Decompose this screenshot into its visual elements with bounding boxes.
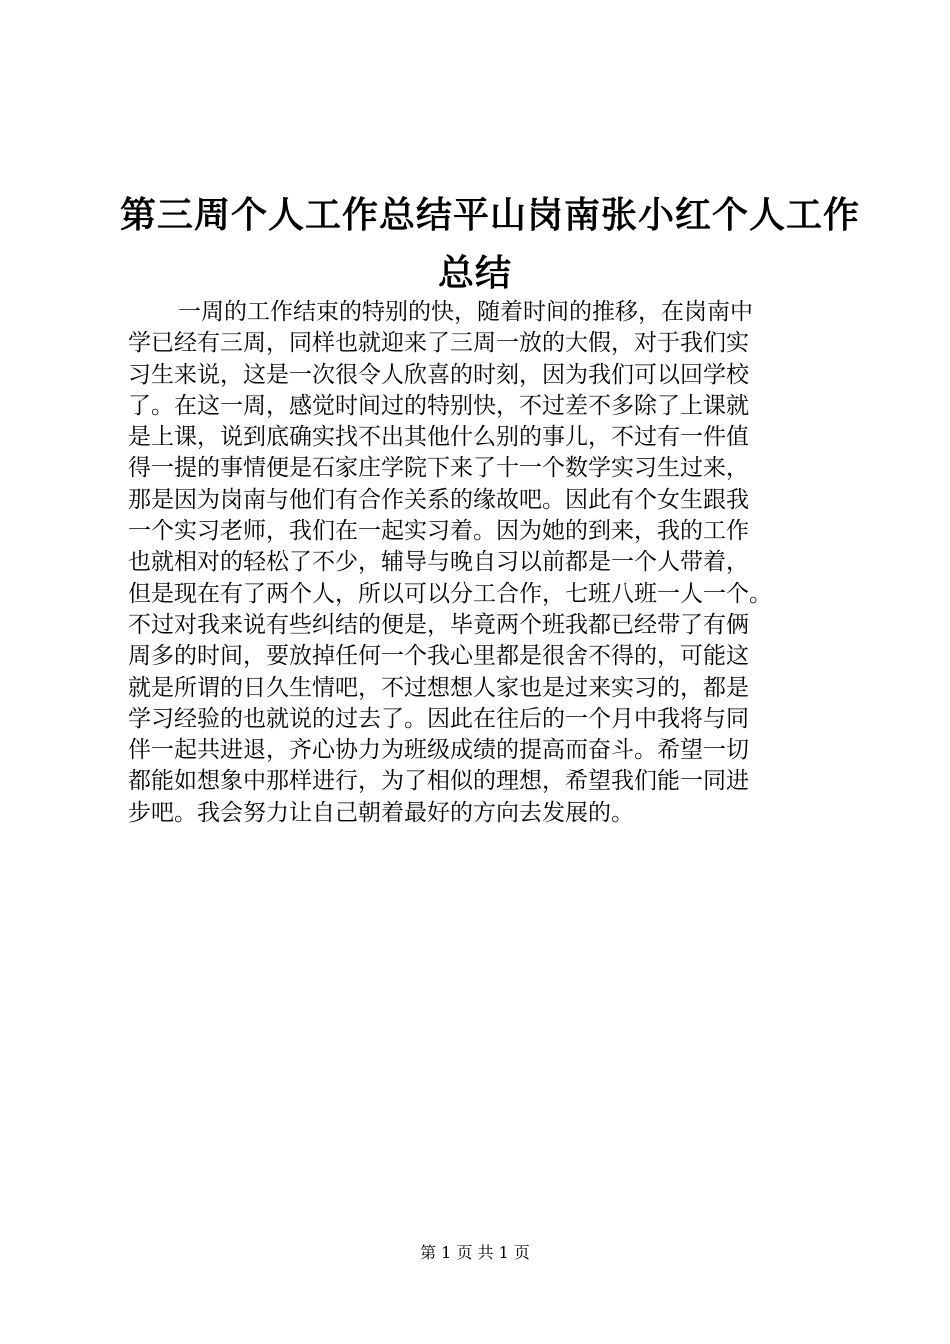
body-line: 伴一起共进退，齐心协力为班级成绩的提高而奋斗。希望一切 xyxy=(128,737,749,764)
page-footer: 第 1 页 共 1 页 xyxy=(420,1243,530,1262)
body-line: 学已经有三周，同样也就迎来了三周一放的大假，对于我们实 xyxy=(128,330,749,357)
body-line: 也就相对的轻松了不少，辅导与晚自习以前都是一个人带着， xyxy=(128,549,749,576)
body-line: 不过对我来说有些纠结的便是，毕竟两个班我都已经带了有俩 xyxy=(128,611,749,638)
body-line: 步吧。我会努力让自己朝着最好的方向去发展的。 xyxy=(128,799,634,826)
body-line: 习生来说，这是一次很令人欣喜的时刻，因为我们可以回学校 xyxy=(128,361,749,388)
body-line: 了。在这一周，感觉时间过的特别快，不过差不多除了上课就 xyxy=(128,392,749,419)
body-line: 学习经验的也就说的过去了。因此在往后的一个月中我将与同 xyxy=(128,705,749,732)
title-line-2: 总结 xyxy=(437,252,512,294)
body-line: 但是现在有了两个人，所以可以分工合作，七班八班一人一个。 xyxy=(128,580,772,607)
body-line: 得一提的事情便是石家庄学院下来了十一个数学实习生过来， xyxy=(128,455,749,482)
body-line: 周多的时间，要放掉任何一个我心里都是很舍不得的，可能这 xyxy=(128,643,749,670)
document-title xyxy=(120,186,861,302)
body-paragraph xyxy=(128,297,848,829)
title-line-1: 第三周个人工作总结平山岗南张小红个人工作 xyxy=(120,194,861,236)
body-line: 那是因为岗南与他们有合作关系的缘故吧。因此有个女生跟我 xyxy=(128,486,749,513)
body-line: 是上课，说到底确实找不出其他什么别的事儿，不过有一件值 xyxy=(128,424,749,451)
body-line: 就是所谓的日久生情吧，不过想想人家也是过来实习的，都是 xyxy=(128,674,749,701)
body-line: 都能如想象中那样进行，为了相似的理想，希望我们能一同进 xyxy=(128,768,749,795)
body-line: 一个实习老师，我们在一起实习着。因为她的到来，我的工作 xyxy=(128,518,749,545)
body-line: 一周的工作结束的特别的快，随着时间的推移，在岗南中 xyxy=(178,299,753,325)
